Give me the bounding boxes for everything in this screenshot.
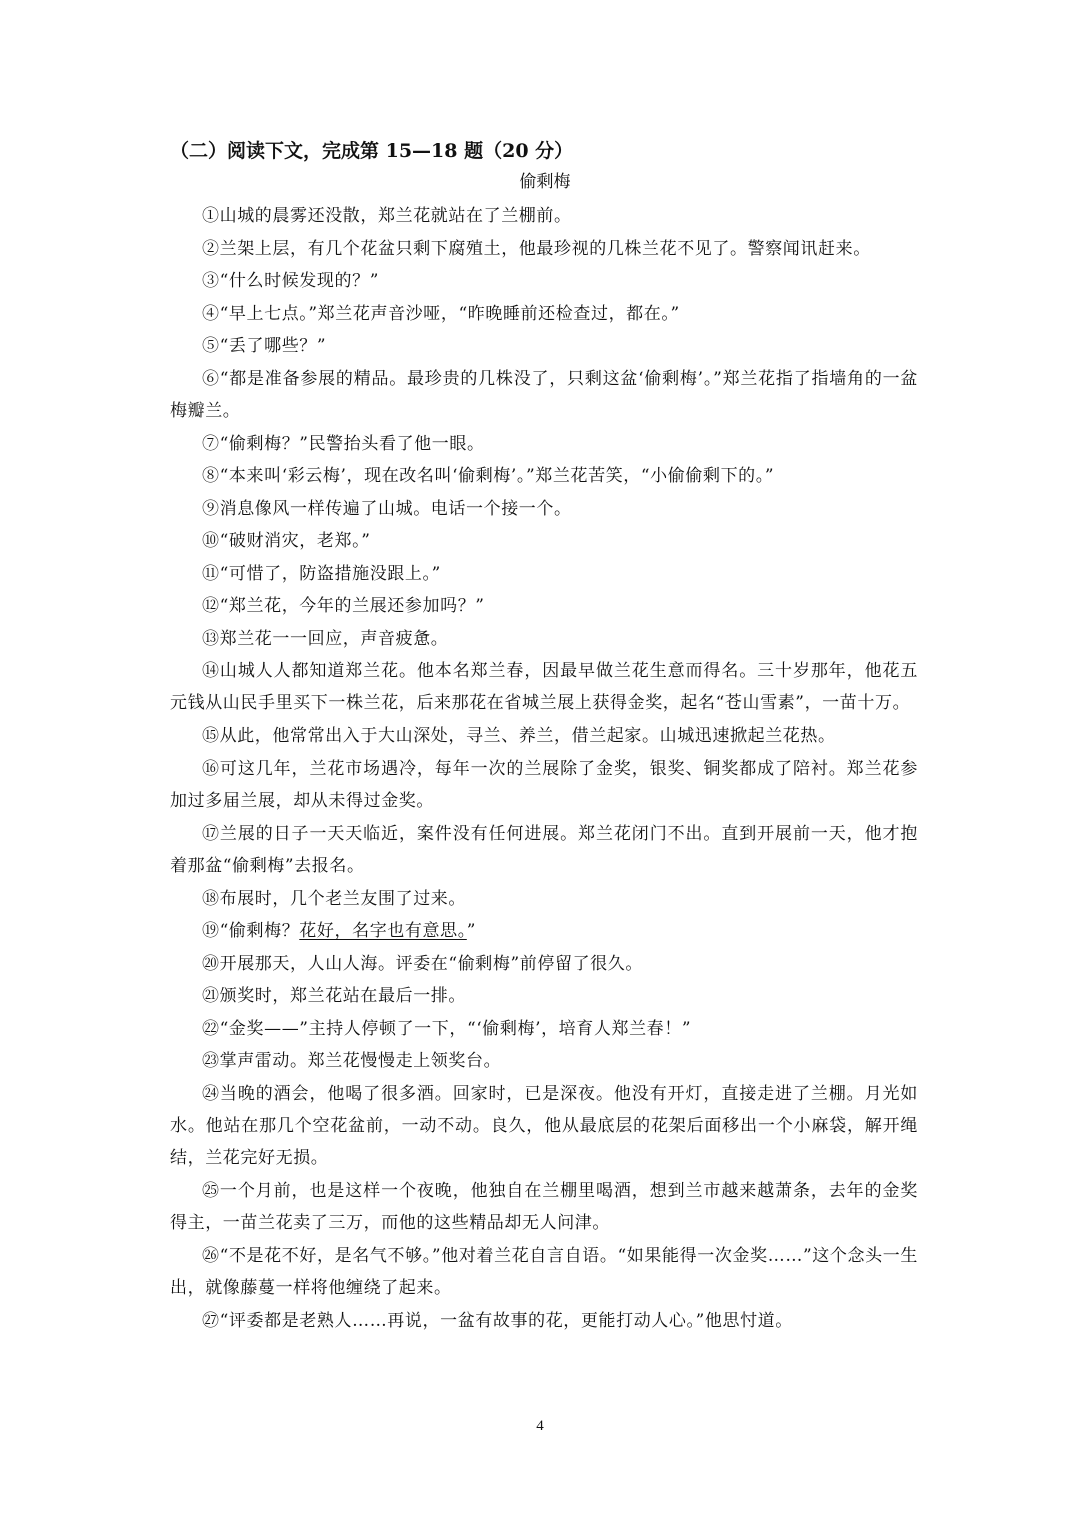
story-body (170, 200, 918, 1337)
paragraph-27 (170, 1305, 918, 1338)
paragraph-22 (170, 1013, 918, 1046)
closing-quote: ” (466, 921, 477, 941)
paragraph-text: ㉕一个月前，也是这样一个夜晚，他独自在兰棚里喝酒，想到兰市越来越萧条，去年的金奖得主，一苗兰花卖了三万，而他的这些精品却无人问津。 (170, 1180, 918, 1233)
paragraph-text: ㉒“金奖——”主持人停顿了一下，“‘偷剩梅’，培育人郑兰春！” (202, 1018, 692, 1039)
paragraph-text: ⑱布展时，几个老兰友围了过来。 (202, 888, 466, 909)
paragraph-21 (170, 980, 918, 1013)
paragraph-10 (170, 525, 918, 558)
paragraph-text: ㉗“评委都是老熟人……再说，一盆有故事的花，更能打动人心。”他思忖道。 (202, 1310, 793, 1331)
paragraph-17 (170, 818, 918, 882)
paragraph-text: ⑧“本来叫‘彩云梅’，现在改名叫‘偷剩梅’。”郑兰花苦笑，“小偷偷剩下的。” (202, 466, 775, 486)
paragraph-text: ⑲“偷剩梅？ (202, 921, 300, 941)
paragraph-7 (170, 428, 918, 461)
paragraph-13 (170, 623, 918, 656)
paragraph-15 (170, 720, 918, 753)
paragraph-2 (170, 233, 918, 266)
paragraph-25 (170, 1175, 918, 1239)
paragraph-text: ②兰架上层，有几个花盆只剩下腐殖土，他最珍视的几株兰花不见了。警察闻讯赶来。 (202, 238, 871, 259)
paragraph-1 (170, 200, 918, 233)
paragraph-11 (170, 558, 918, 591)
paragraph-23 (170, 1045, 918, 1078)
paragraph-text: ④“早上七点。”郑兰花声音沙哑，“昨晚睡前还检查过，都在。” (202, 303, 680, 324)
paragraph-text: ⑫“郑兰花，今年的兰展还参加吗？” (202, 596, 485, 616)
paragraph-19 (170, 915, 918, 948)
paragraph-text: ⑤“丢了哪些？” (202, 336, 327, 356)
paragraph-9 (170, 493, 918, 526)
paragraph-6 (170, 363, 918, 427)
paragraph-text: ③“什么时候发现的？” (202, 271, 379, 291)
paragraph-text: ㉓掌声雷动。郑兰花慢慢走上领奖台。 (202, 1051, 502, 1071)
paragraph-26 (170, 1240, 918, 1304)
paragraph-text: ㉖“不是花不好，是名气不够。”他对着兰花自言自语。“如果能得一次金奖……”这个念头一生出，就像藤蔓一样将他缠绕了起来。 (170, 1245, 918, 1298)
paragraph-5 (170, 330, 918, 363)
paragraph-3 (170, 265, 918, 298)
paragraph-24 (170, 1078, 918, 1174)
paragraph-text: ㉑颁奖时，郑兰花站在最后一排。 (202, 986, 466, 1006)
story-title: 偷剩梅 (519, 172, 571, 192)
section-heading: （二）阅读下文，完成第 15—18 题（20 分） (170, 140, 574, 162)
paragraph-text: ⑪“可惜了，防盗措施没跟上。” (202, 563, 441, 584)
underlined-sentence: 花好，名字也有意思。 (299, 921, 467, 941)
paragraph-text: ⑰兰展的日子一天天临近，案件没有任何进展。郑兰花闭门不出。直到开展前一天，他才抱着那盆“偷剩梅”去报名。 (170, 823, 918, 876)
paragraph-8 (170, 460, 918, 493)
paragraph-text: ⑮从此，他常常出入于大山深处，寻兰、养兰，借兰起家。山城迅速掀起兰花热。 (202, 726, 836, 746)
paragraph-16 (170, 753, 918, 817)
paragraph-text: ⑳开展那天，人山人海。评委在“偷剩梅”前停留了很久。 (202, 953, 643, 974)
paragraph-4 (170, 298, 918, 331)
paragraph-text: ①山城的晨雾还没散，郑兰花就站在了兰棚前。 (202, 206, 572, 226)
paragraph-text: ⑦“偷剩梅？”民警抬头看了他一眼。 (202, 433, 485, 454)
paragraph-text: ㉔当晚的酒会，他喝了很多酒。回家时，已是深夜。他没有开灯，直接走进了兰棚。月光如水。他站在那几个空花盆前，一动不动。良久，他从最底层的花架后面移出一个小麻袋，解开绳结，兰花完好无损。 (170, 1083, 918, 1168)
paragraph-18 (170, 883, 918, 916)
paragraph-20 (170, 948, 918, 981)
paragraph-text: ⑩“破财消灾，老郑。” (202, 531, 371, 551)
paragraph-text: ⑬郑兰花一一回应，声音疲惫。 (202, 628, 449, 649)
paragraph-text: ⑯可这几年，兰花市场遇冷，每年一次的兰展除了金奖，银奖、铜奖都成了陪衬。郑兰花参加过多届兰展，却从未得过金奖。 (170, 758, 918, 811)
paragraph-14 (170, 655, 918, 719)
paragraph-text: ⑨消息像风一样传遍了山城。电话一个接一个。 (202, 498, 572, 519)
paragraph-text: ⑥“都是准备参展的精品。最珍贵的几株没了，只剩这盆‘偷剩梅’。”郑兰花指了指墙角的一盆梅瓣兰。 (170, 368, 918, 421)
paragraph-text: ⑭山城人人都知道郑兰花。他本名郑兰春，因最早做兰花生意而得名。三十岁那年，他花五元钱从山民手里买下一株兰花，后来那花在省城兰展上获得金奖，起名“苍山雪素”，一苗十万。 (170, 661, 918, 713)
paragraph-12 (170, 590, 918, 623)
page-number: 4 (536, 1418, 544, 1434)
